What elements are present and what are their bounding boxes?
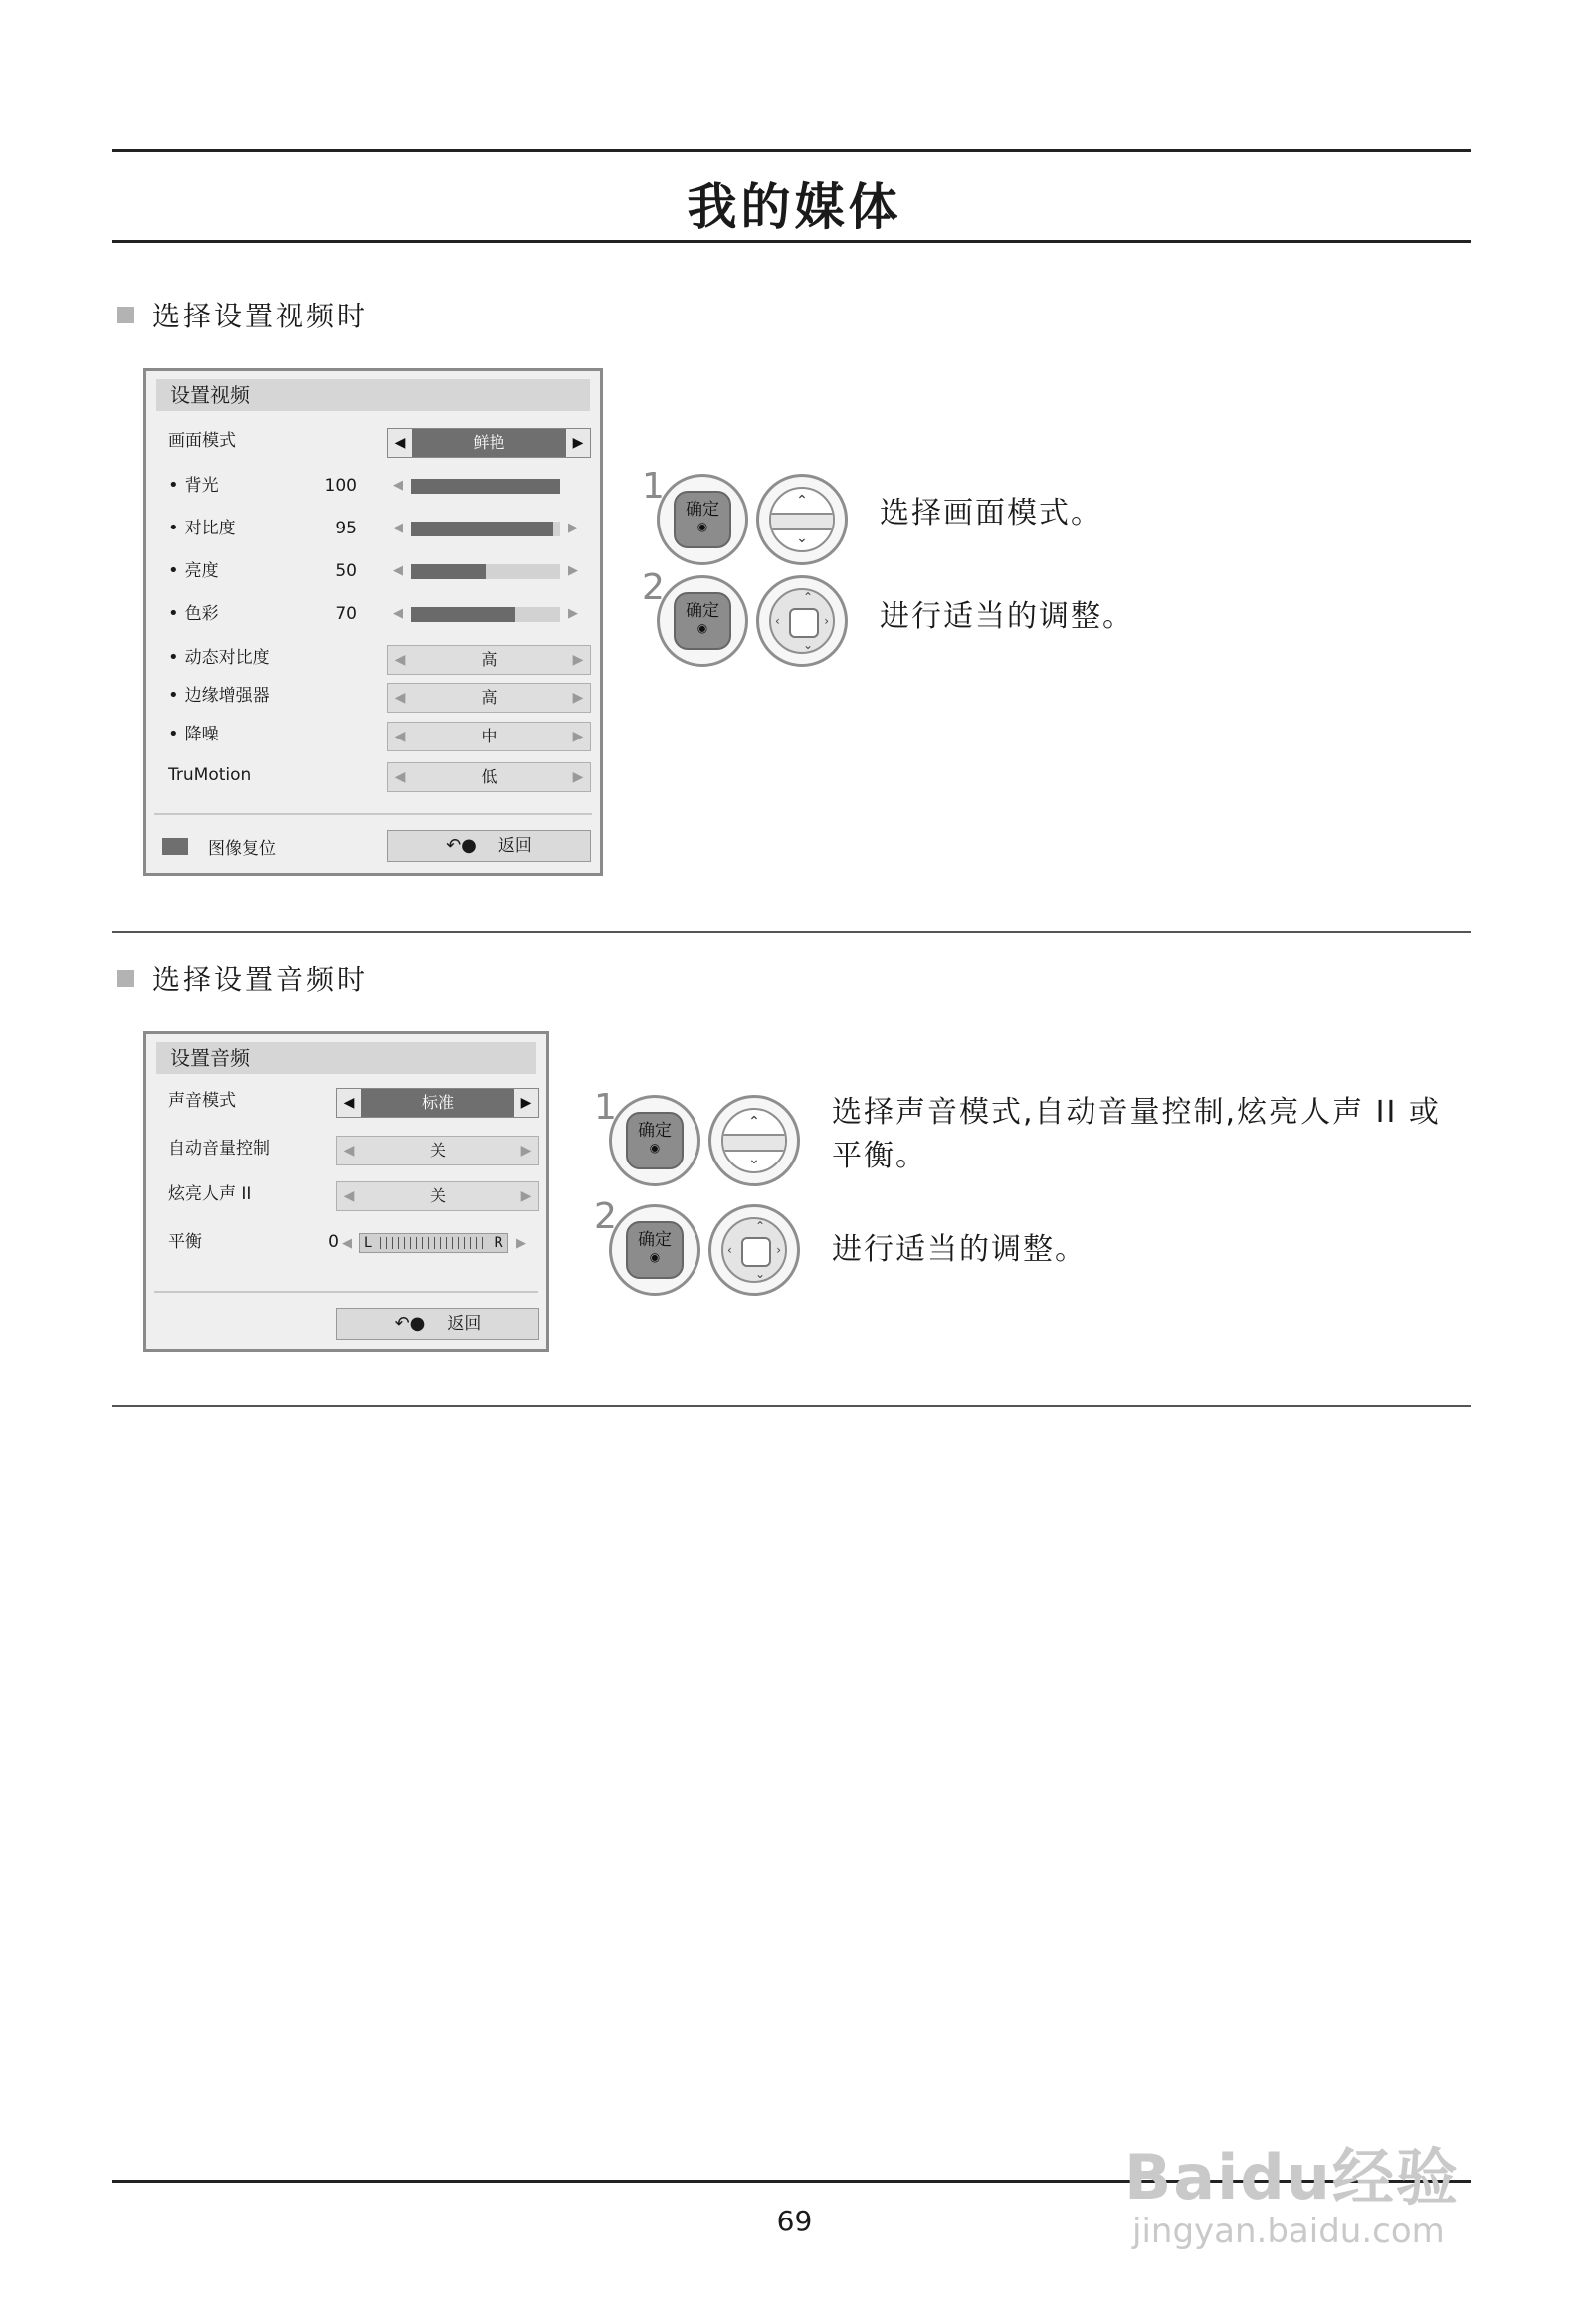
ok-label: 确定 (686, 601, 719, 621)
slider-value: 100 (324, 476, 357, 496)
video-section-heading (117, 295, 368, 334)
image-reset-label: 图像复位 (208, 838, 276, 859)
red-key-icon (162, 838, 188, 855)
audio-panel-title: 设置音频 (156, 1042, 536, 1074)
picture-mode-value: 鲜艳 (412, 429, 566, 457)
arrow-right-icon[interactable]: ▶ (572, 769, 584, 785)
arrow-right-icon[interactable]: ▶ (568, 563, 578, 578)
option-label: 炫亮人声 II (168, 1184, 252, 1204)
watermark-logo: Baidu经验 (1124, 2141, 1460, 2214)
arrow-right-icon[interactable]: ▶ (572, 652, 584, 668)
balance-label: 平衡 (168, 1232, 202, 1252)
ok-label: 确定 (638, 1230, 672, 1250)
back-label: 返回 (497, 836, 532, 856)
balance-slider[interactable] (359, 1233, 508, 1253)
up-down-band (723, 1134, 785, 1153)
chevron-up-icon: ⌃ (803, 590, 814, 604)
up-down-band (771, 513, 833, 531)
trumotion-selector[interactable] (387, 762, 591, 792)
watermark-url: jingyan.baidu.com (1132, 2212, 1445, 2251)
chevron-down-icon: ⌄ (755, 1267, 766, 1281)
slider-fill (411, 479, 560, 494)
arrow-left-icon[interactable]: ◀ (393, 606, 403, 621)
ok-label: 确定 (686, 500, 719, 520)
option-label: • 边缘增强器 (168, 681, 270, 711)
arrow-left-icon[interactable]: ◀ (388, 429, 412, 457)
slider-label: • 对比度 (168, 514, 236, 543)
section-divider (112, 931, 1471, 933)
step-number: 1 (594, 1087, 617, 1128)
panel-divider (154, 813, 592, 815)
back-button[interactable] (387, 830, 591, 862)
page-title: 我的媒体 (687, 178, 902, 236)
dpad-key (721, 1217, 787, 1283)
arrow-right-icon[interactable]: ▶ (514, 1089, 538, 1117)
chevron-left-icon: ‹ (727, 1243, 732, 1257)
up-down-key (721, 1108, 787, 1173)
slider-value: 50 (335, 561, 357, 581)
arrow-right-icon[interactable]: ▶ (568, 606, 578, 621)
up-down-button[interactable] (756, 474, 848, 565)
ok-dot-icon: ◉ (696, 520, 708, 533)
dpad-key (769, 588, 835, 654)
sound-mode-label: 声音模式 (168, 1091, 236, 1111)
option-label: 自动音量控制 (168, 1139, 270, 1159)
step-instruction: 进行适当的调整。 (832, 1232, 1087, 1267)
navigation-button[interactable] (708, 1204, 800, 1296)
arrow-right-icon[interactable]: ▶ (566, 429, 590, 457)
slider-track[interactable] (411, 479, 560, 494)
slider-value: 95 (335, 519, 357, 538)
chevron-right-icon: › (824, 614, 829, 628)
arrow-left-icon[interactable]: ◀ (394, 690, 406, 706)
slider-fill (411, 564, 486, 579)
arrow-left-icon[interactable]: ◀ (342, 1236, 352, 1251)
panel-divider (154, 1291, 538, 1293)
auto-volume-selector[interactable] (336, 1136, 539, 1165)
ok-dot-icon: ◉ (649, 1141, 661, 1155)
slider-track[interactable] (411, 607, 560, 622)
up-down-button[interactable] (708, 1095, 800, 1186)
chevron-down-icon: ⌄ (803, 638, 814, 652)
picture-mode-selector[interactable] (387, 428, 591, 458)
ok-button[interactable] (609, 1095, 700, 1186)
step-instruction: 进行适当的调整。 (880, 599, 1134, 634)
dynamic-contrast-selector[interactable] (387, 645, 591, 675)
edge-enhancer-selector[interactable] (387, 683, 591, 713)
chevron-right-icon: › (776, 1243, 781, 1257)
picture-mode-label: 画面模式 (168, 431, 236, 451)
clear-voice-selector[interactable] (336, 1181, 539, 1211)
audio-heading-text: 选择设置音频时 (152, 963, 369, 996)
section-divider (112, 1405, 1471, 1407)
chevron-up-icon: ⌃ (755, 1219, 766, 1233)
ok-key (674, 592, 731, 650)
ok-key (626, 1221, 684, 1279)
balance-left-label: L (364, 1235, 372, 1251)
page-number: 69 (776, 2205, 813, 2237)
ok-dot-icon: ◉ (696, 621, 708, 635)
chevron-up-icon: ⌃ (748, 1114, 760, 1130)
audio-settings-panel (143, 1031, 549, 1352)
balance-value: 0 (328, 1232, 339, 1252)
slider-track[interactable] (411, 522, 560, 536)
video-heading-text: 选择设置视频时 (152, 300, 369, 332)
back-button[interactable] (336, 1308, 539, 1340)
return-icon: ↶● (394, 1313, 426, 1334)
ok-button[interactable] (657, 474, 748, 565)
slider-label: • 背光 (168, 471, 219, 501)
sound-mode-value: 标准 (361, 1089, 514, 1117)
arrow-left-icon[interactable]: ◀ (394, 729, 406, 744)
dpad-center (741, 1237, 771, 1267)
step-instruction: 选择画面模式。 (880, 496, 1102, 530)
step-number: 2 (642, 567, 665, 608)
ok-key (626, 1112, 684, 1169)
up-down-key (769, 487, 835, 552)
slider-label: • 亮度 (168, 556, 219, 586)
back-label: 返回 (447, 1314, 482, 1334)
noise-reduction-selector[interactable] (387, 722, 591, 751)
arrow-right-icon[interactable]: ▶ (568, 521, 578, 535)
navigation-button[interactable] (756, 575, 848, 667)
sound-mode-selector[interactable] (336, 1088, 539, 1118)
chevron-down-icon: ⌄ (796, 530, 808, 546)
ok-key (674, 491, 731, 548)
video-panel-title: 设置视频 (156, 379, 590, 411)
arrow-left-icon[interactable]: ◀ (393, 563, 403, 578)
option-value: 高 (481, 650, 497, 669)
option-label: TruMotion (168, 765, 252, 785)
arrow-left-icon[interactable]: ◀ (393, 478, 403, 493)
slider-fill (411, 522, 553, 536)
title-rule-bottom (112, 240, 1471, 243)
slider-track[interactable] (411, 564, 560, 579)
chevron-down-icon: ⌄ (748, 1152, 760, 1167)
chevron-up-icon: ⌃ (796, 493, 808, 509)
option-label: • 动态对比度 (168, 643, 270, 673)
option-value: 中 (481, 727, 497, 745)
option-value: 关 (429, 1141, 446, 1160)
arrow-left-icon[interactable]: ◀ (393, 521, 403, 535)
arrow-right-icon[interactable]: ▶ (520, 1143, 532, 1159)
arrow-left-icon[interactable]: ◀ (394, 652, 406, 668)
step-number: 1 (642, 466, 665, 507)
slider-label: • 色彩 (168, 599, 219, 629)
balance-row (168, 1227, 367, 1257)
arrow-left-icon[interactable]: ◀ (394, 769, 406, 785)
video-settings-panel (143, 368, 603, 876)
arrow-left-icon[interactable]: ◀ (343, 1143, 355, 1159)
chevron-left-icon: ‹ (775, 614, 780, 628)
arrow-left-icon[interactable]: ◀ (343, 1188, 355, 1204)
arrow-right-icon[interactable]: ▶ (572, 690, 584, 706)
image-reset-item[interactable] (162, 832, 276, 860)
arrow-right-icon[interactable]: ▶ (520, 1188, 532, 1204)
ok-label: 确定 (638, 1121, 672, 1141)
arrow-right-icon[interactable]: ▶ (516, 1236, 526, 1251)
square-bullet-icon (117, 307, 134, 323)
option-value: 低 (481, 767, 497, 786)
ok-dot-icon: ◉ (649, 1250, 661, 1264)
audio-section-heading (117, 958, 368, 998)
balance-ticks (380, 1237, 488, 1249)
step-number: 2 (594, 1196, 617, 1237)
square-bullet-icon (117, 970, 134, 987)
slider-value: 70 (335, 604, 357, 624)
balance-right-label: R (494, 1235, 503, 1251)
arrow-left-icon[interactable]: ◀ (337, 1089, 361, 1117)
option-label: • 降噪 (168, 720, 219, 749)
title-rule-top (112, 149, 1471, 152)
slider-fill (411, 607, 515, 622)
option-value: 高 (481, 688, 497, 707)
dpad-center (789, 608, 819, 638)
arrow-right-icon[interactable]: ▶ (572, 729, 584, 744)
ok-button[interactable] (657, 575, 748, 667)
ok-button[interactable] (609, 1204, 700, 1296)
step-instruction: 选择声音模式,自动音量控制,炫亮人声 II 或平衡。 (832, 1095, 1441, 1173)
return-icon: ↶● (446, 835, 477, 856)
option-value: 关 (429, 1186, 446, 1205)
